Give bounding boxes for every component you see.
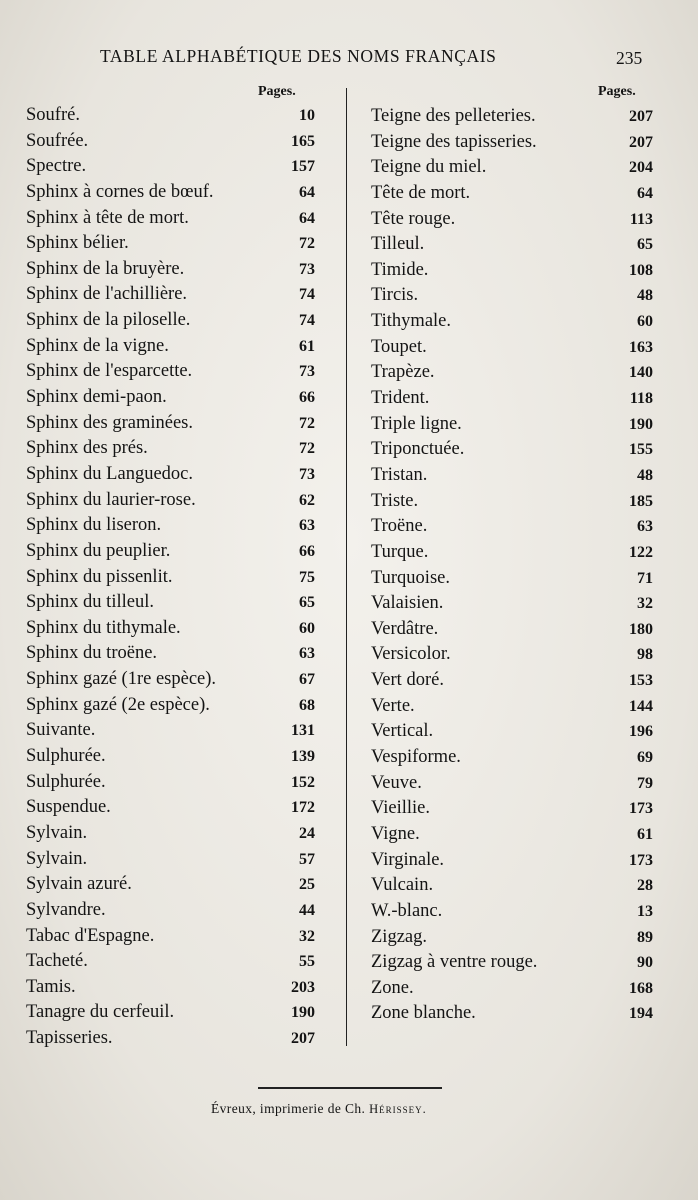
entry-name: Sphinx des graminées.	[26, 412, 193, 433]
entry-page-number: 113	[629, 210, 653, 228]
index-entry	[26, 103, 321, 129]
index-entry	[26, 616, 321, 642]
entry-name: Sphinx du tilleul.	[26, 592, 154, 613]
entry-name: W.-blanc.	[371, 900, 443, 921]
entry-page-number: 63	[637, 518, 653, 536]
index-entry	[26, 872, 321, 898]
index-entry	[371, 489, 653, 515]
entry-name: Tête rouge.	[371, 208, 456, 229]
entry-page-number: 63	[299, 645, 315, 663]
entry-name: Tête de mort.	[371, 182, 471, 203]
imprint-prefix: Évreux, imprimerie de Ch.	[211, 1101, 370, 1116]
index-entry	[371, 335, 653, 361]
entry-page-number: 69	[637, 749, 653, 767]
entry-page-number: 61	[299, 337, 315, 355]
entry-page-number: 131	[291, 722, 315, 740]
entry-name: Triple ligne.	[371, 413, 462, 434]
index-entry	[371, 258, 653, 284]
index-entry	[26, 308, 321, 334]
right-column-header: Pages.	[598, 84, 636, 99]
index-entry	[371, 745, 653, 771]
entry-name: Virginale.	[371, 849, 445, 870]
entry-name: Sulphurée.	[26, 771, 106, 792]
index-entry	[26, 1000, 321, 1026]
index-entry	[26, 847, 321, 873]
index-entry	[26, 949, 321, 975]
entry-name: Versicolor.	[371, 644, 451, 665]
entry-name: Soufré.	[26, 105, 80, 125]
entry-name: Zigzag.	[371, 926, 427, 947]
entry-name: Sphinx du tithymale.	[26, 617, 181, 638]
entry-name: Sphinx à cornes de bœuf.	[26, 181, 214, 202]
index-entry	[26, 206, 321, 232]
entry-page-number: 61	[637, 825, 653, 843]
index-entry	[26, 282, 321, 308]
entry-page-number: 172	[291, 799, 315, 817]
entry-page-number: 74	[299, 312, 315, 330]
index-entry	[26, 590, 321, 616]
entry-page-number: 155	[629, 441, 653, 459]
entry-name: Trident.	[371, 388, 430, 409]
entry-name: Sphinx du pissenlit.	[26, 566, 173, 587]
entry-name: Sphinx de la vigne.	[26, 335, 169, 356]
entry-name: Tithymale.	[371, 311, 452, 332]
index-entry	[26, 821, 321, 847]
entry-page-number: 32	[637, 595, 653, 613]
index-entry	[26, 898, 321, 924]
entry-name: Sphinx des prés.	[26, 438, 148, 459]
index-entry	[26, 462, 321, 488]
index-entry	[371, 925, 653, 951]
index-entry	[371, 309, 653, 335]
index-entry	[26, 257, 321, 283]
index-entry	[371, 412, 653, 438]
entry-page-number: 173	[629, 851, 653, 869]
entry-page-number: 63	[299, 517, 315, 535]
index-entry	[26, 411, 321, 437]
entry-page-number: 66	[299, 389, 315, 407]
index-entry	[371, 386, 653, 412]
entry-name: Sphinx de l'achillière.	[26, 284, 188, 305]
entry-name: Trapèze.	[371, 362, 435, 383]
index-entry	[371, 719, 653, 745]
entry-name: Vertical.	[371, 721, 434, 742]
entry-page-number: 64	[299, 183, 315, 201]
index-entry	[371, 591, 653, 617]
entry-name: Zigzag à ventre rouge.	[371, 952, 538, 973]
left-column-header: Pages.	[258, 84, 296, 99]
entry-name: Sylvandre.	[26, 899, 106, 920]
entry-page-number: 204	[629, 159, 653, 177]
entry-name: Sphinx gazé (1re espèce).	[26, 669, 217, 690]
index-entry	[371, 976, 653, 1002]
entry-page-number: 65	[299, 594, 315, 612]
index-entry	[26, 129, 321, 155]
entry-name: Toupet.	[371, 336, 427, 357]
entry-name: Sphinx du laurier-rose.	[26, 489, 196, 510]
index-entry	[371, 514, 653, 540]
entry-name: Sphinx bélier.	[26, 233, 129, 254]
entry-page-number: 163	[629, 338, 653, 356]
index-entry	[371, 540, 653, 566]
entry-name: Tircis.	[371, 285, 419, 306]
entry-page-number: 194	[629, 1005, 653, 1023]
entry-name: Suivante.	[26, 720, 96, 741]
entry-name: Sphinx de l'esparcette.	[26, 361, 193, 382]
entry-page-number: 48	[637, 466, 653, 484]
entry-name: Veuve.	[371, 772, 422, 793]
entry-page-number: 75	[299, 568, 315, 586]
right-index-column	[371, 104, 653, 1027]
index-entry	[371, 771, 653, 797]
entry-name: Vieillie.	[371, 798, 430, 819]
index-entry	[26, 539, 321, 565]
entry-page-number: 207	[629, 133, 653, 151]
entry-name: Tilleul.	[371, 234, 425, 255]
entry-page-number: 74	[299, 286, 315, 304]
entry-page-number: 165	[291, 132, 315, 150]
entry-page-number: 207	[291, 1030, 315, 1048]
index-entry	[26, 975, 321, 1001]
entry-name: Triste.	[371, 490, 419, 511]
index-entry	[371, 694, 653, 720]
entry-page-number: 10	[299, 107, 315, 124]
entry-page-number: 73	[299, 465, 315, 483]
entry-page-number: 90	[637, 954, 653, 972]
index-entry	[26, 154, 321, 180]
entry-name: Sylvain azuré.	[26, 874, 132, 895]
index-entry	[26, 1026, 321, 1052]
index-entry	[371, 566, 653, 592]
entry-page-number: 190	[629, 415, 653, 433]
entry-name: Sphinx gazé (2e espèce).	[26, 694, 210, 715]
entry-page-number: 140	[629, 364, 653, 382]
index-entry	[371, 437, 653, 463]
entry-name: Troëne.	[371, 516, 428, 537]
entry-name: Soufrée.	[26, 130, 89, 151]
entry-name: Verdâtre.	[371, 618, 439, 639]
index-entry	[26, 231, 321, 257]
entry-page-number: 139	[291, 748, 315, 766]
index-entry	[371, 617, 653, 643]
entry-page-number: 152	[291, 773, 315, 791]
entry-page-number: 207	[629, 108, 653, 125]
entry-name: Sylvain.	[26, 822, 88, 843]
entry-name: Sphinx de la bruyère.	[26, 258, 185, 279]
index-entry	[26, 924, 321, 950]
entry-page-number: 68	[299, 696, 315, 714]
entry-name: Sphinx de la piloselle.	[26, 310, 191, 331]
entry-page-number: 153	[629, 672, 653, 690]
entry-page-number: 25	[299, 876, 315, 894]
index-entry	[26, 385, 321, 411]
entry-name: Turquoise.	[371, 567, 450, 588]
running-head: TABLE ALPHABÉTIQUE DES NOMS FRANÇAIS	[100, 46, 497, 66]
index-entry	[371, 642, 653, 668]
index-entry	[26, 744, 321, 770]
index-entry	[26, 334, 321, 360]
entry-name: Suspendue.	[26, 797, 111, 818]
entry-page-number: 44	[299, 901, 315, 919]
index-entry	[371, 283, 653, 309]
index-entry	[26, 359, 321, 385]
entry-page-number: 60	[299, 619, 315, 637]
index-entry	[371, 668, 653, 694]
entry-page-number: 122	[629, 543, 653, 561]
entry-name: Tamis.	[26, 976, 76, 997]
entry-page-number: 196	[629, 723, 653, 741]
entry-name: Teigne des tapisseries.	[371, 131, 537, 152]
entry-page-number: 71	[637, 569, 653, 587]
entry-name: Vigne.	[371, 823, 420, 844]
entry-page-number: 185	[629, 492, 653, 510]
index-entry	[26, 180, 321, 206]
entry-page-number: 168	[629, 979, 653, 997]
index-entry	[371, 181, 653, 207]
entry-name: Tapisseries.	[26, 1028, 113, 1049]
entry-page-number: 98	[637, 646, 653, 664]
entry-name: Teigne des pelleteries.	[371, 106, 536, 126]
index-entry	[26, 436, 321, 462]
entry-name: Tristan.	[371, 464, 428, 485]
entry-page-number: 67	[299, 671, 315, 689]
entry-name: Sphinx du Languedoc.	[26, 463, 193, 484]
index-entry	[26, 513, 321, 539]
entry-name: Teigne du miel.	[371, 157, 487, 178]
entry-name: Tabac d'Espagne.	[26, 925, 155, 946]
entry-name: Tanagre du cerfeuil.	[26, 1002, 175, 1023]
entry-page-number: 57	[299, 850, 315, 868]
entry-name: Vulcain.	[371, 875, 434, 896]
entry-name: Turque.	[371, 541, 429, 562]
index-entry	[371, 360, 653, 386]
index-entry	[371, 899, 653, 925]
index-entry	[371, 130, 653, 156]
entry-page-number: 190	[291, 1004, 315, 1022]
index-entry	[371, 873, 653, 899]
index-entry	[26, 641, 321, 667]
left-index-column	[26, 103, 321, 1052]
entry-page-number: 55	[299, 953, 315, 971]
entry-page-number: 28	[637, 877, 653, 895]
index-entry	[26, 795, 321, 821]
entry-page-number: 79	[637, 774, 653, 792]
index-entry	[371, 822, 653, 848]
printer-imprint	[211, 1101, 427, 1117]
index-entry	[371, 104, 653, 130]
entry-name: Timide.	[371, 259, 429, 280]
index-entry	[371, 848, 653, 874]
entry-page-number: 72	[299, 440, 315, 458]
index-entry	[26, 488, 321, 514]
entry-page-number: 13	[637, 902, 653, 920]
index-entry	[26, 565, 321, 591]
entry-page-number: 144	[629, 697, 653, 715]
entry-name: Zone blanche.	[371, 1003, 476, 1024]
entry-name: Sylvain.	[26, 848, 88, 869]
entry-page-number: 72	[299, 414, 315, 432]
entry-page-number: 108	[629, 261, 653, 279]
entry-page-number: 65	[637, 236, 653, 254]
entry-page-number: 48	[637, 287, 653, 305]
entry-name: Zone.	[371, 977, 414, 998]
entry-name: Triponctuée.	[371, 439, 465, 460]
entry-page-number: 64	[637, 184, 653, 202]
imprint-printer-name: Hérissey.	[369, 1102, 427, 1116]
entry-name: Sphinx du peuplier.	[26, 540, 171, 561]
entry-page-number: 180	[629, 620, 653, 638]
entry-page-number: 73	[299, 363, 315, 381]
entry-name: Vert doré.	[371, 670, 444, 691]
entry-page-number: 203	[291, 978, 315, 996]
index-entry	[371, 232, 653, 258]
index-entry	[26, 770, 321, 796]
column-divider	[346, 88, 347, 1046]
entry-name: Sphinx du liseron.	[26, 515, 162, 536]
entry-name: Sulphurée.	[26, 746, 106, 767]
entry-name: Spectre.	[26, 156, 87, 177]
index-entry	[26, 693, 321, 719]
entry-page-number: 73	[299, 260, 315, 278]
index-entry	[371, 155, 653, 181]
entry-page-number: 32	[299, 927, 315, 945]
entry-page-number: 66	[299, 542, 315, 560]
entry-name: Valaisien.	[371, 593, 444, 614]
entry-page-number: 89	[637, 928, 653, 946]
entry-page-number: 60	[637, 313, 653, 331]
entry-page-number: 173	[629, 800, 653, 818]
entry-name: Vespiforme.	[371, 747, 461, 768]
index-entry	[26, 718, 321, 744]
entry-name: Verte.	[371, 695, 415, 716]
page-number: 235	[616, 48, 643, 68]
entry-page-number: 118	[629, 390, 653, 408]
entry-name: Sphinx à tête de mort.	[26, 207, 189, 228]
index-entry	[371, 950, 653, 976]
footer-rule	[258, 1087, 442, 1089]
entry-name: Sphinx demi-paon.	[26, 387, 167, 408]
entry-name: Tacheté.	[26, 951, 88, 972]
index-entry	[371, 796, 653, 822]
entry-name: Sphinx du troëne.	[26, 643, 158, 664]
entry-page-number: 72	[299, 235, 315, 253]
index-entry	[371, 207, 653, 233]
entry-page-number: 157	[291, 158, 315, 176]
index-entry	[371, 463, 653, 489]
entry-page-number: 24	[299, 824, 315, 842]
entry-page-number: 64	[299, 209, 315, 227]
index-entry	[26, 667, 321, 693]
entry-page-number: 62	[299, 491, 315, 509]
index-entry	[371, 1001, 653, 1027]
